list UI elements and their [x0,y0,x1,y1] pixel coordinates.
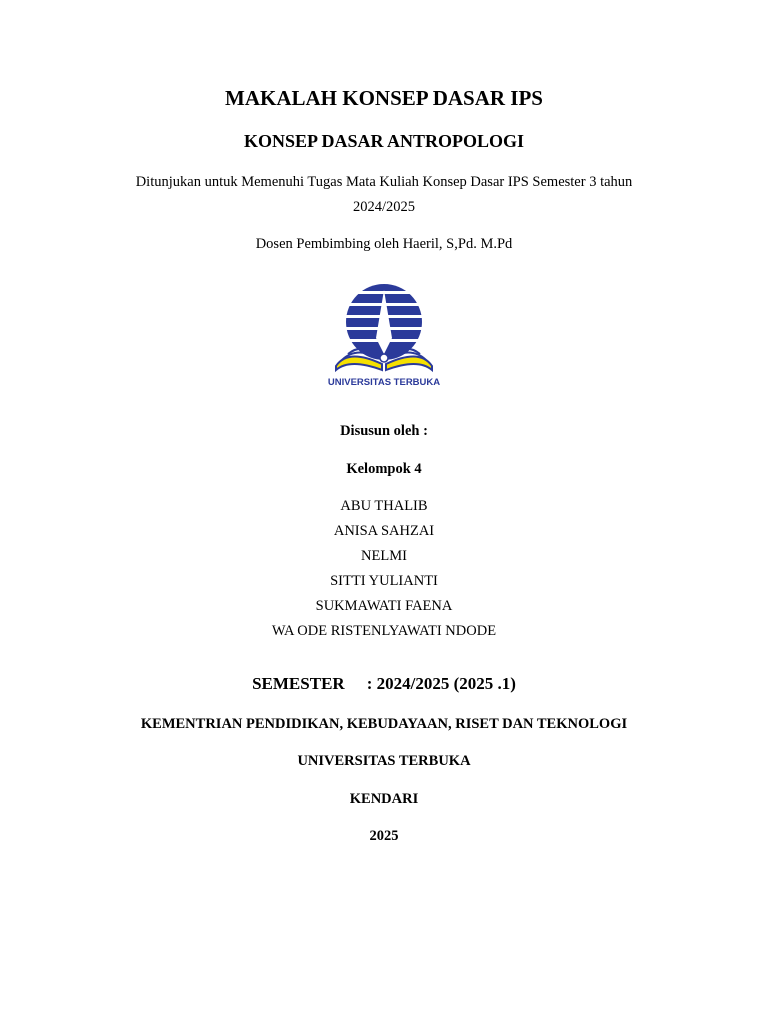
member-name: SUKMAWATI FAENA [315,598,453,614]
ministry-name: KEMENTRIAN PENDIDIKAN, KEBUDAYAAN, RISET DAN TEKNOLOGI [140,716,628,732]
semester-value: : 2024/2025 (2025 .1) [366,674,516,693]
member-name: ANISA SAHZAI [333,523,435,539]
purpose-line-1: Ditunjukan untuk Memenuhi Tugas Mata Kuliah Konsep Dasar IPS Semester 3 tahun [135,174,633,190]
purpose-line-2: 2024/2025 [352,199,416,215]
semester-line [0,674,768,694]
compiled-by-label: Disusun oleh : [340,423,428,439]
member-name: WA ODE RISTENLYAWATI NDODE [271,623,497,639]
document-title: MAKALAH KONSEP DASAR IPS [225,86,543,110]
document-subtitle: KONSEP DASAR ANTROPOLOGI [243,131,525,151]
city-name: KENDARI [349,791,419,807]
group-name: Kelompok 4 [346,461,422,477]
member-name: SITTI YULIANTI [330,573,438,589]
member-name: ABU THALIB [340,498,428,514]
lecturer-line: Dosen Pembimbing oleh Haeril, S,Pd. M.Pd [255,236,513,252]
member-name: NELMI [361,548,407,564]
universitas-terbuka-logo [326,282,442,390]
year: 2025 [369,828,399,844]
semester-label: SEMESTER [252,674,345,693]
logo-text: UNIVERSITAS TERBUKA [327,377,441,388]
university-name: UNIVERSITAS TERBUKA [297,753,471,769]
